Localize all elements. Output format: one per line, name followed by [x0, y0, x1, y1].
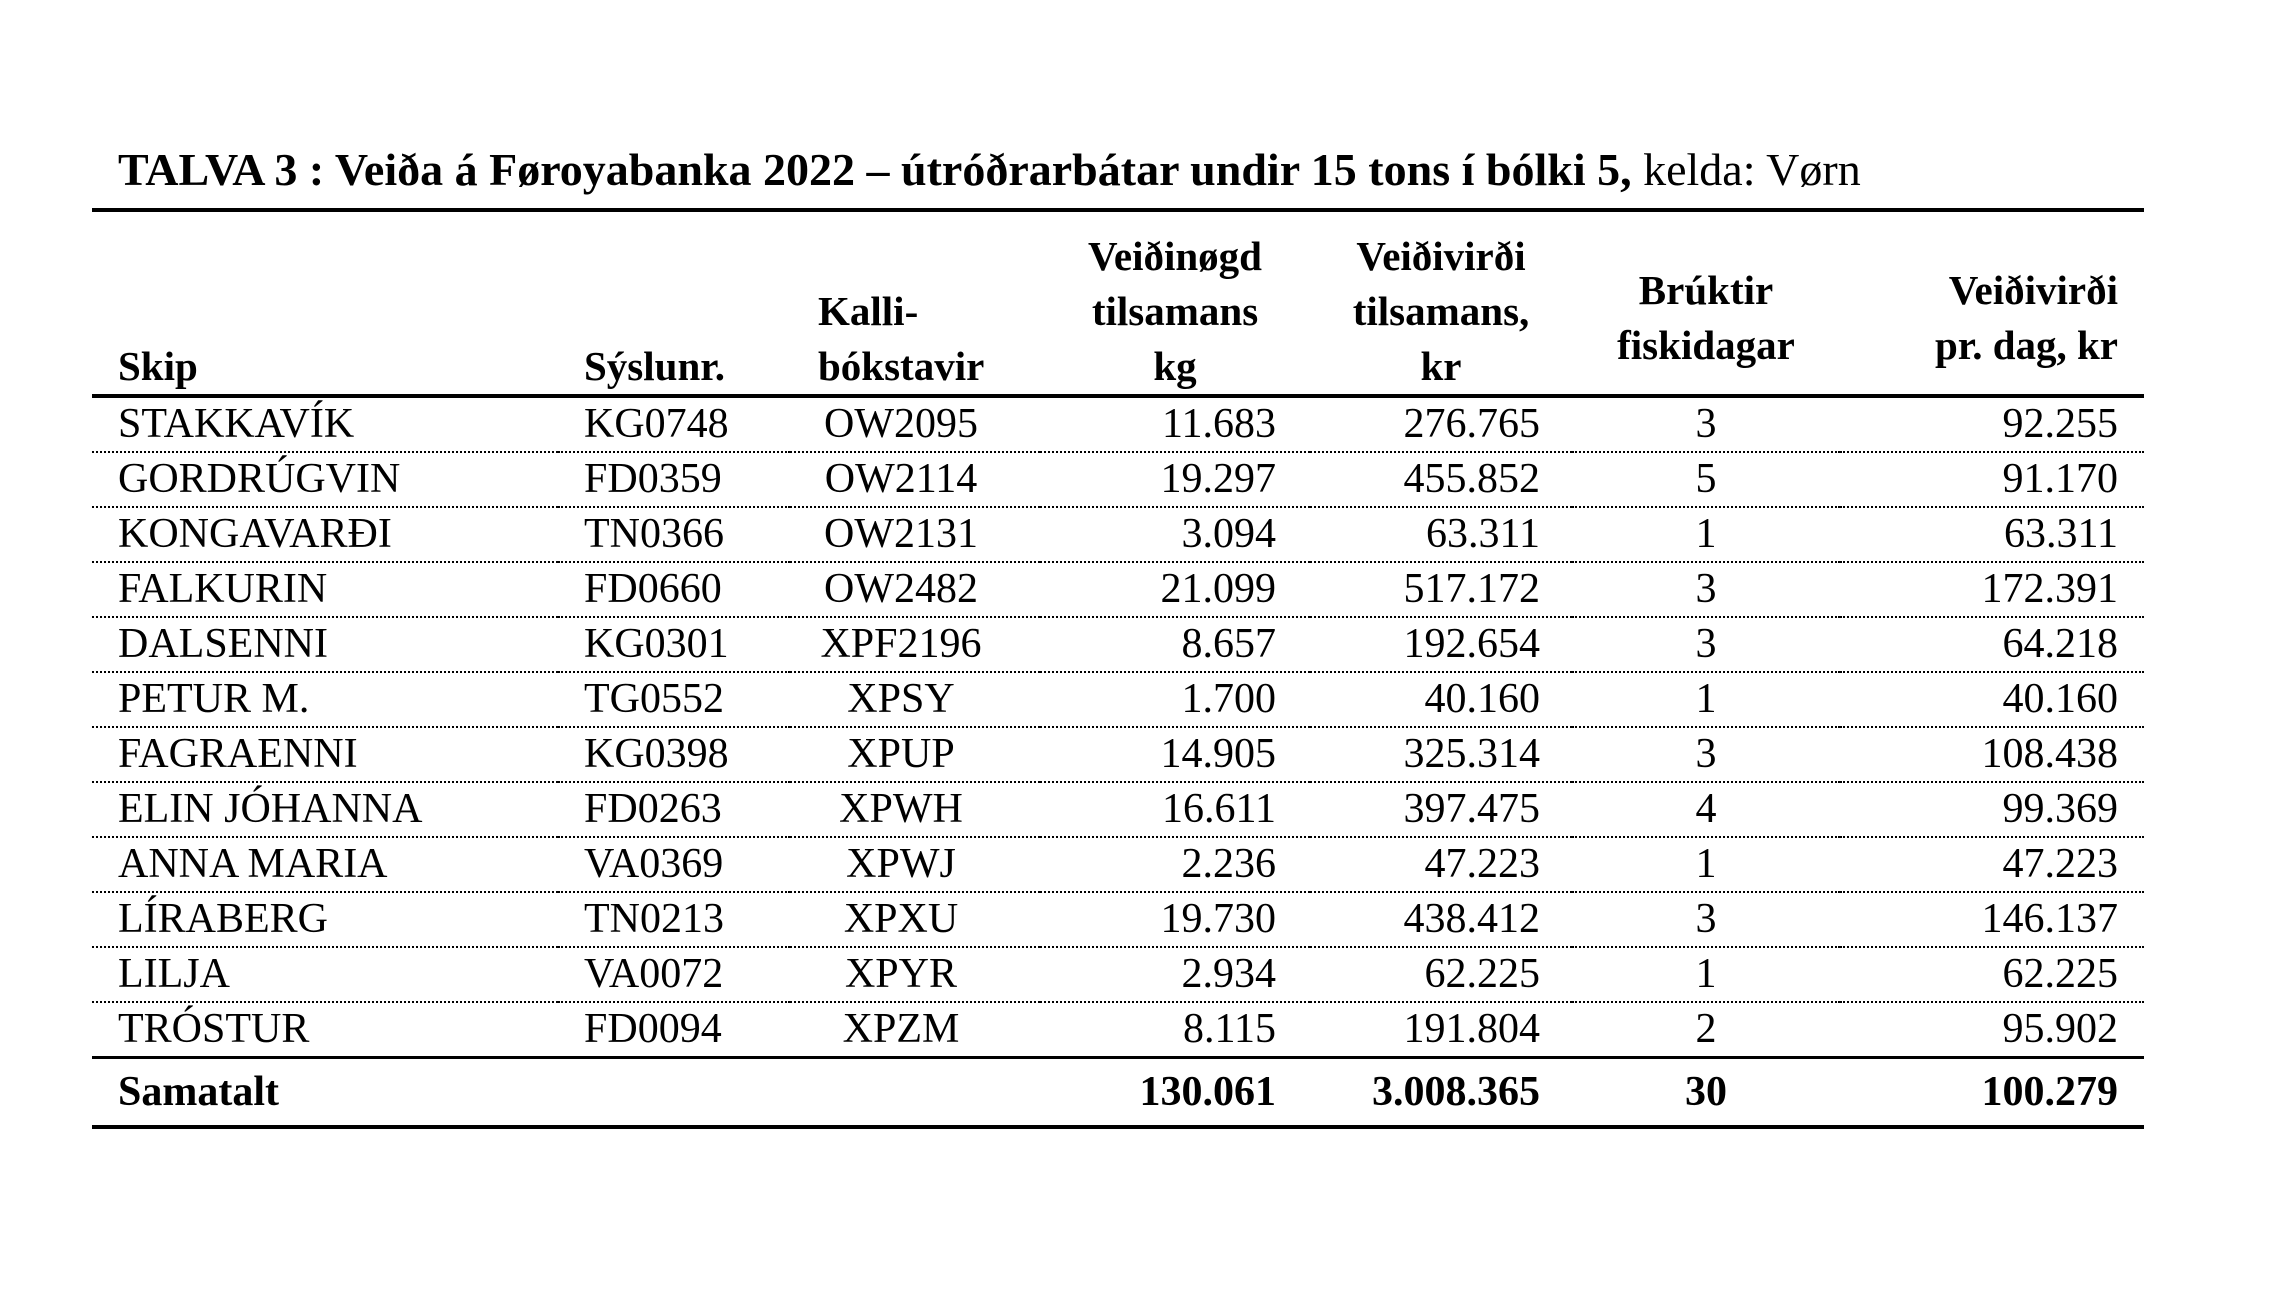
cell-fiskidagar: 1 [1572, 672, 1840, 727]
cell-syslunr: FD0359 [558, 452, 790, 507]
cell-syslunr: TN0213 [558, 892, 790, 947]
cell-pr-dag: 92.255 [1840, 396, 2144, 452]
cell-veidivirdi: 325.314 [1310, 727, 1572, 782]
cell-veidinogd: 21.099 [1040, 562, 1310, 617]
cell-kallibokstavir: XPYR [790, 947, 1040, 1002]
cell-pr-dag: 91.170 [1840, 452, 2144, 507]
cell-veidinogd: 19.730 [1040, 892, 1310, 947]
table-row [92, 837, 2144, 892]
cell-kallibokstavir: XPWJ [790, 837, 1040, 892]
cell-pr-dag: 172.391 [1840, 562, 2144, 617]
cell-veidinogd: 8.115 [1183, 1006, 1276, 1052]
cell-pr-dag: 146.137 [1840, 892, 2144, 947]
cell-syslunr: KG0301 [558, 617, 790, 672]
cell-fiskidagar: 3 [1572, 727, 1840, 782]
cell-veidivirdi: 276.765 [1310, 396, 1572, 452]
cell-pr-dag: 95.902 [2002, 1006, 2118, 1052]
cell-syslunr: VA0369 [558, 837, 790, 892]
cell-fiskidagar: 1 [1572, 947, 1840, 1002]
cell-syslunr: KG0398 [558, 727, 790, 782]
cell-kallibokstavir: OW2095 [790, 396, 1040, 452]
total-veidinogd: 130.061 [1040, 1058, 1310, 1128]
cell-pr-dag: 40.160 [1840, 672, 2144, 727]
cell-pr-dag: 64.218 [1840, 617, 2144, 672]
total-label: Samatalt [92, 1058, 558, 1128]
cell-veidinogd: 1.700 [1040, 672, 1310, 727]
cell-veidivirdi: 63.311 [1310, 507, 1572, 562]
table-row [92, 1002, 2144, 1058]
cell-veidinogd: 8.657 [1040, 617, 1310, 672]
cell-veidivirdi: 62.225 [1310, 947, 1572, 1002]
cell-kallibokstavir: XPUP [790, 727, 1040, 782]
total-veidivirdi: 3.008.365 [1310, 1058, 1572, 1128]
cell-pr-dag: 99.369 [1840, 782, 2144, 837]
cell-veidivirdi: 455.852 [1310, 452, 1572, 507]
cell-fiskidagar: 3 [1572, 562, 1840, 617]
cell-fiskidagar: 2 [1695, 1006, 1717, 1052]
cell-skip: PETUR M. [92, 672, 558, 727]
header-veidinogd: Veiðinøgd tilsamans kg [1040, 210, 1310, 396]
cell-skip: TRÓSTUR [118, 1006, 310, 1052]
table-row [92, 672, 2144, 727]
total-empty-kallibokstavir [790, 1058, 1040, 1128]
cell-veidinogd: 16.611 [1040, 782, 1310, 837]
cell-veidinogd: 14.905 [1040, 727, 1310, 782]
cell-skip: FAGRAENNI [92, 727, 558, 782]
header-veidivirdi: Veiðivirði tilsamans, kr [1310, 210, 1572, 396]
caption-title: TALVA 3 : Veiða á Føroyabanka 2022 – útróðrarbátar undir 15 tons í bólki 5, [118, 144, 1632, 195]
table-row [92, 507, 2144, 562]
table-row [92, 782, 2144, 837]
caption-source: kelda: Vørn [1643, 144, 1861, 195]
cell-pr-dag: 62.225 [1840, 947, 2144, 1002]
cell-skip: FALKURIN [92, 562, 558, 617]
cell-pr-dag: 108.438 [1840, 727, 2144, 782]
table-row [92, 892, 2144, 947]
cell-skip: DALSENNI [92, 617, 558, 672]
cell-fiskidagar: 3 [1572, 617, 1840, 672]
cell-veidivirdi: 517.172 [1310, 562, 1572, 617]
total-pr-dag: 100.279 [1840, 1058, 2144, 1128]
table-row [92, 396, 2144, 452]
header-kallibokstavir: Kalli- bókstavir [790, 210, 1040, 396]
cell-skip: LILJA [92, 947, 558, 1002]
cell-fiskidagar: 3 [1572, 396, 1840, 452]
cell-veidivirdi: 47.223 [1310, 837, 1572, 892]
cell-kallibokstavir: OW2482 [790, 562, 1040, 617]
cell-syslunr: KG0748 [558, 396, 790, 452]
cell-veidivirdi: 191.804 [1403, 1006, 1540, 1052]
table-row [92, 562, 2144, 617]
cell-veidinogd: 2.236 [1040, 837, 1310, 892]
cell-kallibokstavir: XPF2196 [790, 617, 1040, 672]
cell-kallibokstavir: XPWH [790, 782, 1040, 837]
cell-kallibokstavir: XPZM [842, 1006, 960, 1052]
cell-skip: GORDRÚGVIN [92, 452, 558, 507]
cell-kallibokstavir: XPXU [790, 892, 1040, 947]
cell-veidinogd: 11.683 [1040, 396, 1310, 452]
cell-veidivirdi: 192.654 [1310, 617, 1572, 672]
cell-fiskidagar: 5 [1572, 452, 1840, 507]
total-row [92, 1058, 2144, 1128]
table-row [92, 617, 2144, 672]
table-body [92, 396, 2144, 1058]
total-fiskidagar: 30 [1572, 1058, 1840, 1128]
cell-veidinogd: 2.934 [1040, 947, 1310, 1002]
cell-syslunr: FD0660 [558, 562, 790, 617]
cell-syslunr: TN0366 [558, 507, 790, 562]
cell-kallibokstavir: OW2131 [790, 507, 1040, 562]
table-caption [118, 142, 1861, 198]
header-syslunr: Sýslunr. [558, 210, 790, 396]
table-row [92, 727, 2144, 782]
cell-veidivirdi: 397.475 [1310, 782, 1572, 837]
cell-skip: KONGAVARÐI [92, 507, 558, 562]
header-pr-dag: Veiðivirði pr. dag, kr [1840, 210, 2144, 396]
header-skip: Skip [92, 210, 558, 396]
cell-skip: LÍRABERG [92, 892, 558, 947]
table-row [92, 947, 2144, 1002]
cell-kallibokstavir: XPSY [790, 672, 1040, 727]
cell-fiskidagar: 3 [1572, 892, 1840, 947]
cell-fiskidagar: 4 [1572, 782, 1840, 837]
cell-fiskidagar: 1 [1572, 837, 1840, 892]
cell-syslunr: FD0263 [558, 782, 790, 837]
catch-table [92, 208, 2144, 1129]
cell-fiskidagar: 1 [1572, 507, 1840, 562]
cell-veidinogd: 3.094 [1040, 507, 1310, 562]
header-row [92, 210, 2144, 396]
cell-veidinogd: 19.297 [1040, 452, 1310, 507]
cell-skip: ELIN JÓHANNA [92, 782, 558, 837]
cell-syslunr: VA0072 [558, 947, 790, 1002]
total-empty-syslunr [558, 1058, 790, 1128]
table-row [92, 452, 2144, 507]
cell-veidivirdi: 40.160 [1310, 672, 1572, 727]
cell-syslunr: TG0552 [558, 672, 790, 727]
cell-skip: ANNA MARIA [92, 837, 558, 892]
cell-veidivirdi: 438.412 [1310, 892, 1572, 947]
header-fiskidagar: Brúktir fiskidagar [1572, 210, 1840, 396]
cell-kallibokstavir: OW2114 [790, 452, 1040, 507]
cell-syslunr: FD0094 [584, 1006, 722, 1052]
cell-skip: STAKKAVÍK [92, 396, 558, 452]
cell-pr-dag: 47.223 [1840, 837, 2144, 892]
cell-pr-dag: 63.311 [1840, 507, 2144, 562]
